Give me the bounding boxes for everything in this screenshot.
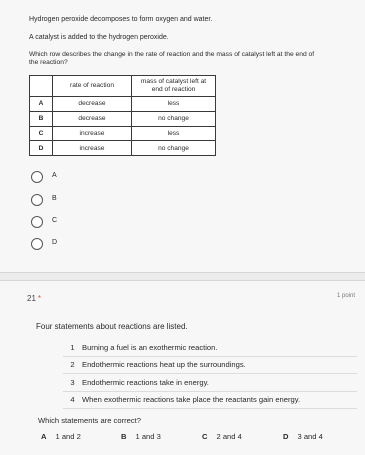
- statement-number: 4: [63, 391, 82, 409]
- row-mass: no change: [132, 111, 216, 126]
- radio-button[interactable]: [31, 194, 43, 206]
- table-row: [30, 141, 216, 156]
- option-a-label: A: [52, 172, 57, 179]
- statement-row: [63, 356, 357, 374]
- row-letter: C: [30, 126, 53, 141]
- row-letter: A: [30, 97, 53, 112]
- statement-text: Endothermic reactions take in energy.: [82, 374, 357, 392]
- statement-number: 2: [63, 356, 82, 374]
- statements-table: [63, 339, 357, 409]
- radio-button[interactable]: [31, 216, 43, 228]
- table-row: [30, 111, 216, 126]
- row-rate: increase: [53, 126, 132, 141]
- table-header-empty: [30, 76, 53, 97]
- required-asterisk: *: [37, 294, 42, 303]
- choice-text: 2 and 4: [216, 432, 242, 441]
- choice-text: 3 and 4: [297, 432, 323, 441]
- table-row: [30, 97, 216, 112]
- statement-row: [63, 391, 357, 409]
- row-rate: decrease: [53, 111, 132, 126]
- table-header-rate: rate of reaction: [53, 76, 132, 97]
- row-mass: less: [132, 126, 216, 141]
- option-c-label: C: [52, 217, 58, 224]
- choice-d: [283, 432, 323, 441]
- statement-text: When exothermic reactions take place the reactants gain energy.: [82, 391, 357, 409]
- table-row: [30, 126, 216, 141]
- choice-a: [41, 432, 81, 441]
- row-rate: decrease: [53, 97, 132, 112]
- radio-button[interactable]: [31, 238, 43, 250]
- statement-row: [63, 374, 357, 392]
- answer-choices: [36, 432, 356, 446]
- question-number: [27, 294, 41, 303]
- radio-button[interactable]: [31, 171, 43, 183]
- choice-text: 1 and 2: [55, 432, 81, 441]
- answer-table: [29, 75, 216, 156]
- question-prompt: Which statements are correct?: [38, 416, 141, 425]
- question-text-line-2: A catalyst is added to the hydrogen peroxide.: [29, 34, 169, 41]
- statement-number: 1: [63, 339, 82, 356]
- statement-text: Endothermic reactions heat up the surroundings.: [82, 356, 357, 374]
- choice-text: 1 and 3: [135, 432, 161, 441]
- row-rate: increase: [53, 141, 132, 156]
- choice-c: [202, 432, 242, 441]
- choice-letter: A: [41, 432, 47, 441]
- row-mass: less: [132, 97, 216, 112]
- statement-text: Burning a fuel is an exothermic reaction.: [82, 339, 357, 356]
- choice-letter: C: [202, 432, 208, 441]
- row-letter: B: [30, 111, 53, 126]
- question-text-line-3: Which row describes the change in the rate of reaction and the mass of catalyst left at the end of: [29, 51, 315, 58]
- row-mass: no change: [132, 141, 216, 156]
- question-21-card: [0, 280, 365, 455]
- choice-letter: D: [283, 432, 289, 441]
- row-letter: D: [30, 141, 53, 156]
- option-b-label: B: [52, 195, 57, 202]
- choice-b: [121, 432, 161, 441]
- question-text-line-4: the reaction?: [29, 59, 68, 66]
- table-header-mass: mass of catalyst left at end of reaction: [132, 76, 216, 97]
- choice-letter: B: [121, 432, 127, 441]
- points-label: 1 point: [336, 293, 355, 299]
- statement-number: 3: [63, 374, 82, 392]
- statement-row: [63, 339, 357, 356]
- question-intro: Four statements about reactions are listed.: [36, 322, 188, 331]
- question-number-text: 21: [27, 294, 36, 303]
- question-text-line-1: Hydrogen peroxide decomposes to form oxygen and water.: [29, 16, 213, 23]
- option-d-label: D: [52, 239, 58, 246]
